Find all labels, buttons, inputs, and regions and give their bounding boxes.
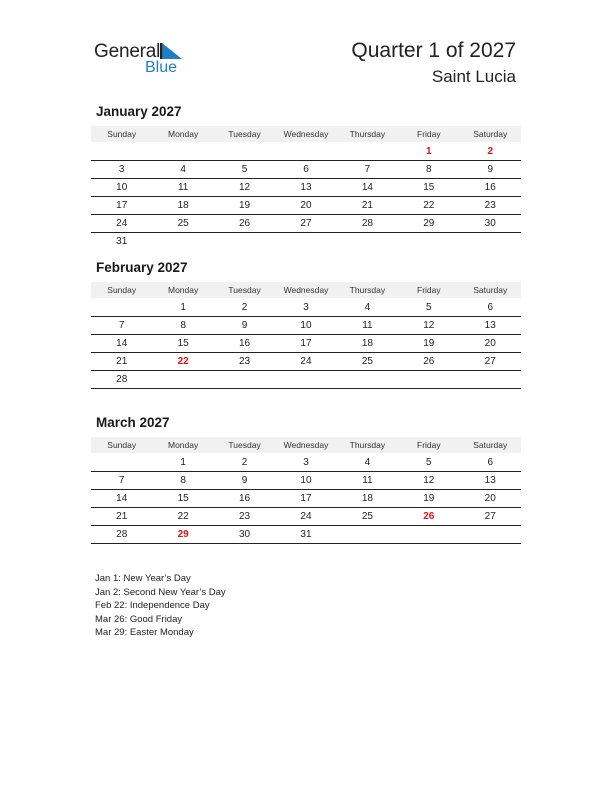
day-cell: 28 bbox=[361, 218, 373, 229]
day-cell: 11 bbox=[362, 475, 373, 486]
holiday-item: Jan 1: New Year’s Day bbox=[95, 573, 191, 584]
day-cell: 9 bbox=[241, 475, 248, 486]
week-row bbox=[91, 233, 521, 250]
day-cell: 18 bbox=[361, 493, 373, 504]
day-cell: 28 bbox=[116, 374, 128, 385]
day-cell: 30 bbox=[238, 529, 251, 540]
weekday-label: Saturday bbox=[473, 129, 508, 139]
day-cell: 1 bbox=[180, 301, 186, 313]
day-cell: 9 bbox=[487, 164, 494, 175]
month-weeks bbox=[91, 142, 521, 250]
day-cell: 15 bbox=[423, 182, 435, 193]
week-row bbox=[91, 197, 521, 215]
day-cell: 14 bbox=[116, 338, 128, 349]
week-row bbox=[91, 335, 521, 353]
day-cell: 6 bbox=[303, 164, 309, 175]
day-cell: 6 bbox=[487, 456, 494, 468]
day-cell: 28 bbox=[116, 529, 128, 540]
weekday-label: Wednesday bbox=[283, 129, 329, 139]
month-weeks bbox=[91, 298, 521, 389]
day-cell: 17 bbox=[116, 200, 128, 211]
day-cell: 19 bbox=[423, 493, 435, 504]
day-cell: 7 bbox=[364, 164, 371, 175]
weekday-header bbox=[91, 437, 521, 453]
day-cell: 13 bbox=[484, 320, 496, 331]
weekday-label: Monday bbox=[168, 129, 199, 139]
day-cell: 14 bbox=[361, 182, 373, 193]
day-cell: 24 bbox=[300, 511, 312, 522]
month-title: January 2027 bbox=[96, 104, 182, 119]
day-cell: 12 bbox=[423, 475, 435, 486]
day-cell: 22 bbox=[423, 200, 435, 211]
weekday-label: Sunday bbox=[107, 285, 137, 295]
day-cell: 12 bbox=[238, 182, 251, 193]
week-row bbox=[91, 526, 521, 544]
holiday-item: Feb 22: Independence Day bbox=[95, 600, 210, 612]
day-cell: 7 bbox=[118, 475, 125, 486]
day-cell: 29 bbox=[423, 218, 435, 229]
day-cell: 17 bbox=[300, 493, 312, 504]
week-row bbox=[91, 317, 521, 335]
day-cell: 20 bbox=[484, 338, 496, 349]
week-row bbox=[91, 179, 521, 197]
week-row bbox=[91, 508, 521, 526]
day-cell: 24 bbox=[300, 356, 312, 367]
month-february bbox=[91, 260, 521, 389]
week-row bbox=[91, 472, 521, 490]
day-cell: 31 bbox=[116, 236, 128, 247]
day-cell: 4 bbox=[364, 456, 371, 468]
day-cell: 17 bbox=[300, 338, 312, 349]
logo-general-text: General bbox=[94, 41, 161, 62]
holiday-day-cell: 2 bbox=[487, 145, 494, 157]
week-row bbox=[91, 453, 521, 472]
day-cell: 22 bbox=[177, 511, 189, 522]
day-cell: 2 bbox=[241, 456, 248, 468]
day-cell: 14 bbox=[116, 493, 128, 504]
week-row bbox=[91, 161, 521, 179]
day-cell: 13 bbox=[484, 475, 496, 486]
day-cell: 31 bbox=[300, 529, 312, 540]
day-cell: 5 bbox=[426, 456, 432, 468]
weekday-header bbox=[91, 126, 521, 142]
day-cell: 12 bbox=[423, 320, 435, 331]
day-cell: 23 bbox=[238, 356, 251, 367]
day-cell: 27 bbox=[300, 218, 312, 229]
day-cell: 16 bbox=[238, 338, 251, 349]
week-row bbox=[91, 371, 521, 389]
day-cell: 21 bbox=[116, 356, 128, 367]
day-cell: 6 bbox=[487, 301, 494, 313]
weekday-label: Sunday bbox=[107, 129, 137, 139]
weekday-label: Saturday bbox=[473, 285, 508, 295]
weekday-label: Tuesday bbox=[228, 129, 261, 139]
day-cell: 15 bbox=[177, 338, 189, 349]
day-cell: 9 bbox=[241, 320, 248, 331]
day-cell: 3 bbox=[118, 164, 125, 175]
weekday-label: Tuesday bbox=[228, 285, 261, 295]
holiday-day-cell: 29 bbox=[177, 529, 189, 540]
day-cell: 21 bbox=[116, 511, 128, 522]
day-cell: 16 bbox=[238, 493, 251, 504]
weekday-label: Wednesday bbox=[283, 440, 329, 450]
logo-blue-text: Blue bbox=[145, 59, 178, 76]
weekday-label: Thursday bbox=[349, 285, 386, 295]
day-cell: 8 bbox=[180, 320, 186, 331]
day-cell: 11 bbox=[177, 182, 189, 193]
day-cell: 26 bbox=[423, 356, 435, 367]
holiday-item: Mar 29: Easter Monday bbox=[95, 627, 194, 639]
month-title: February 2027 bbox=[96, 260, 188, 275]
holiday-day-cell: 1 bbox=[426, 145, 432, 157]
week-row bbox=[91, 142, 521, 161]
day-cell: 1 bbox=[180, 456, 186, 468]
holiday-day-cell: 22 bbox=[177, 356, 189, 367]
holiday-item: Jan 2: Second New Year’s Day bbox=[95, 586, 226, 598]
day-cell: 4 bbox=[364, 301, 371, 313]
day-cell: 25 bbox=[177, 218, 189, 229]
logo-flag-icon bbox=[160, 43, 182, 59]
quarter-title: Quarter 1 of 2027 bbox=[351, 39, 516, 62]
day-cell: 18 bbox=[361, 338, 373, 349]
month-weeks bbox=[91, 453, 521, 544]
month-title: March 2027 bbox=[96, 415, 170, 430]
day-cell: 19 bbox=[423, 338, 435, 349]
holiday-day-cell: 26 bbox=[423, 511, 435, 522]
weekday-label: Thursday bbox=[349, 129, 386, 139]
month-january bbox=[91, 104, 521, 250]
day-cell: 11 bbox=[362, 320, 373, 331]
day-cell: 24 bbox=[116, 218, 128, 229]
holiday-list bbox=[95, 572, 226, 640]
day-cell: 7 bbox=[118, 320, 125, 331]
week-row bbox=[91, 490, 521, 508]
day-cell: 30 bbox=[484, 218, 496, 229]
country-name: Saint Lucia bbox=[431, 67, 516, 86]
weekday-label: Monday bbox=[168, 440, 199, 450]
day-cell: 26 bbox=[238, 218, 251, 229]
day-cell: 23 bbox=[238, 511, 251, 522]
day-cell: 4 bbox=[180, 164, 186, 175]
day-cell: 25 bbox=[361, 511, 373, 522]
logo bbox=[94, 40, 194, 80]
day-cell: 10 bbox=[300, 475, 312, 486]
day-cell: 5 bbox=[426, 301, 432, 313]
weekday-label: Friday bbox=[417, 440, 441, 450]
weekday-header bbox=[91, 282, 521, 298]
day-cell: 5 bbox=[241, 164, 248, 175]
month-march bbox=[91, 415, 521, 544]
day-cell: 8 bbox=[426, 164, 432, 175]
weekday-label: Sunday bbox=[107, 440, 137, 450]
week-row bbox=[91, 215, 521, 233]
day-cell: 3 bbox=[303, 456, 309, 468]
day-cell: 19 bbox=[238, 200, 251, 211]
day-cell: 23 bbox=[484, 200, 496, 211]
day-cell: 20 bbox=[300, 200, 312, 211]
day-cell: 8 bbox=[180, 475, 186, 486]
day-cell: 18 bbox=[177, 200, 189, 211]
day-cell: 15 bbox=[177, 493, 189, 504]
weekday-label: Tuesday bbox=[228, 440, 261, 450]
holiday-item: Mar 26: Good Friday bbox=[95, 613, 183, 625]
day-cell: 21 bbox=[361, 200, 373, 211]
day-cell: 27 bbox=[484, 511, 496, 522]
week-row bbox=[91, 353, 521, 371]
day-cell: 3 bbox=[303, 301, 309, 313]
weekday-label: Thursday bbox=[349, 440, 386, 450]
day-cell: 16 bbox=[484, 182, 496, 193]
day-cell: 2 bbox=[241, 301, 248, 313]
day-cell: 10 bbox=[116, 182, 128, 193]
weekday-label: Friday bbox=[417, 285, 441, 295]
day-cell: 20 bbox=[484, 493, 496, 504]
weekday-label: Monday bbox=[168, 285, 199, 295]
weekday-label: Wednesday bbox=[283, 285, 329, 295]
day-cell: 25 bbox=[361, 356, 373, 367]
weekday-label: Saturday bbox=[473, 440, 508, 450]
day-cell: 27 bbox=[484, 356, 496, 367]
weekday-label: Friday bbox=[417, 129, 441, 139]
day-cell: 10 bbox=[300, 320, 312, 331]
day-cell: 13 bbox=[300, 182, 312, 193]
week-row bbox=[91, 298, 521, 317]
